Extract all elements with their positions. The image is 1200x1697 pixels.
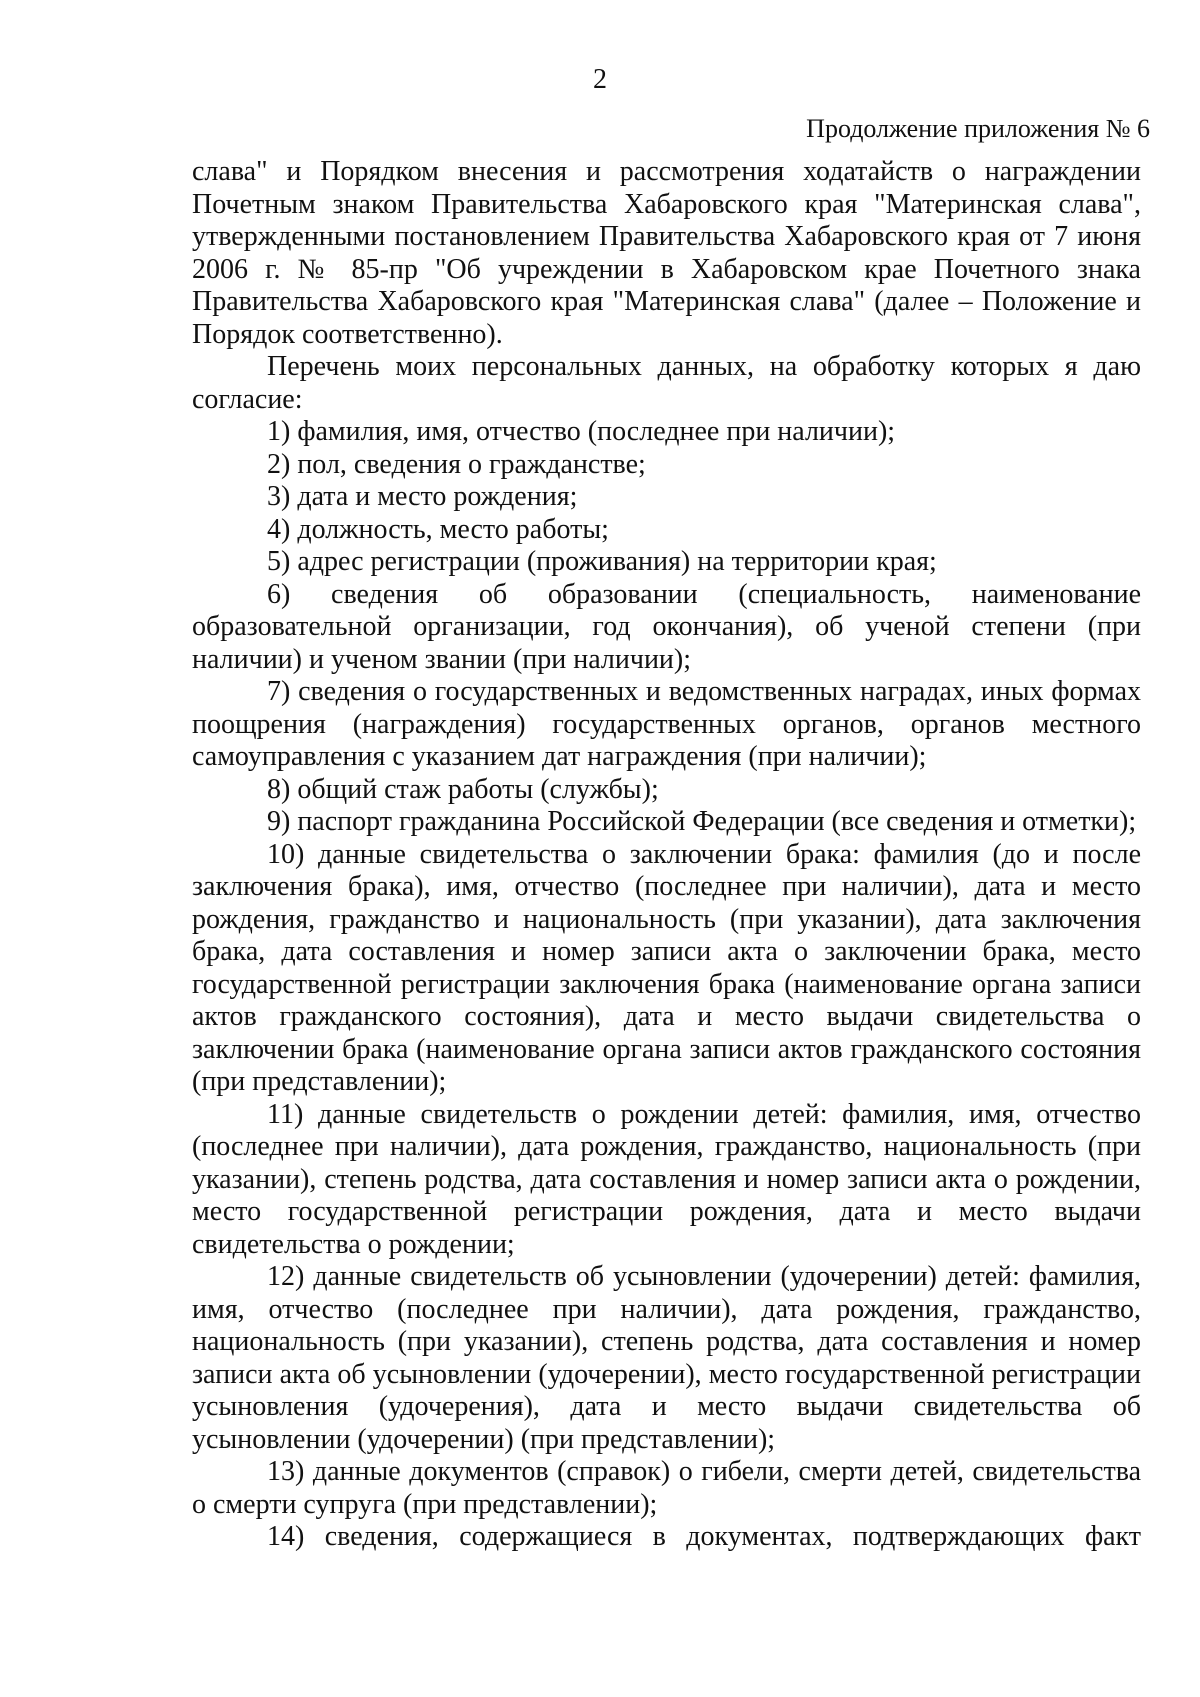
list-item-2: 2) пол, сведения о гражданстве; [267,448,646,480]
appendix-continuation-header: Продолжение приложения № 6 [806,114,1150,143]
list-item-14: 14) сведения, содержащиеся в документах, подтверждающих факт [267,1521,1141,1552]
list-item-4: 4) должность, место работы; [267,513,609,545]
page-number: 2 [593,64,607,95]
personal-data-list [192,416,1141,1554]
list-item-5: 5) адрес регистрации (проживания) на территории края; [267,546,937,577]
list-item-10: 10) данные свидетельства о заключении брака: фамилия (до и после заключения брака), имя, отчество (последнее при наличии), дата и место рождения, гражданство и национальность (при указании), дата заключения брака, дата составления и номер записи акта о заключении брака, место государственной регистрации заключения брака (наименование органа записи актов гражданского состояния), дата и место выдачи свидетельства о заключении брака (наименование органа записи актов гражданского состояния (при представлении); [192,838,1141,1097]
list-item-9: 9) паспорт гражданина Российской Федерации (все сведения и отметки); [267,806,1137,837]
list-item-12: 12) данные свидетельств об усыновлении (удочерении) детей: фамилия, имя, отчество (последнее при наличии), дата рождения, гражданство, национальность (при указании), степень родства, дата составления и номер записи акта об усыновлении (удочерении), место государственной регистрации усыновления (удочерения), дата и место выдачи свидетельства об усыновлении (удочерении) (при представлении); [192,1261,1141,1455]
list-item-7: 7) сведения о государственных и ведомственных наградах, иных формах поощрения (награждения) государственных органов, органов местного самоуправления с указанием дат награждения (при наличии); [192,676,1141,772]
intro-paragraph: слава" и Порядком внесения и рассмотрения ходатайств о награждении Почетным знаком Правительства Хабаровского края "Материнская слава", утвержденными постановлением Правительства Хабаровского края от 7 июня 2006 г. № 85-пр "Об учреждении в Хабаровском крае Почетного знака Правительства Хабаровского края "Материнская слава" (далее – Положение и Порядок соответственно). [192,156,1141,350]
list-item-13: 13) данные документов (справок) о гибели, смерти детей, свидетельства о смерти супруга (при представлении); [192,1456,1141,1520]
list-item-8: 8) общий стаж работы (службы); [267,773,659,805]
list-intro-paragraph: Перечень моих персональных данных, на обработку которых я даю согласие: [192,351,1141,415]
list-item-3: 3) дата и место рождения; [267,481,578,512]
list-item-6: 6) сведения об образовании (специальность, наименование образовательной организации, год окончания), об ученой степени (при наличии) и ученом звании (при наличии); [192,578,1141,675]
list-item-11: 11) данные свидетельств о рождении детей: фамилия, имя, отчество (последнее при наличии), дата рождения, гражданство, национальность (при указании), степень родства, дата составления и номер записи акта о рождении, место государственной регистрации рождения, дата и место выдачи свидетельства о рождении; [192,1098,1141,1260]
list-item-1: 1) фамилия, имя, отчество (последнее при наличии); [267,416,896,447]
document-body [192,156,1141,1554]
